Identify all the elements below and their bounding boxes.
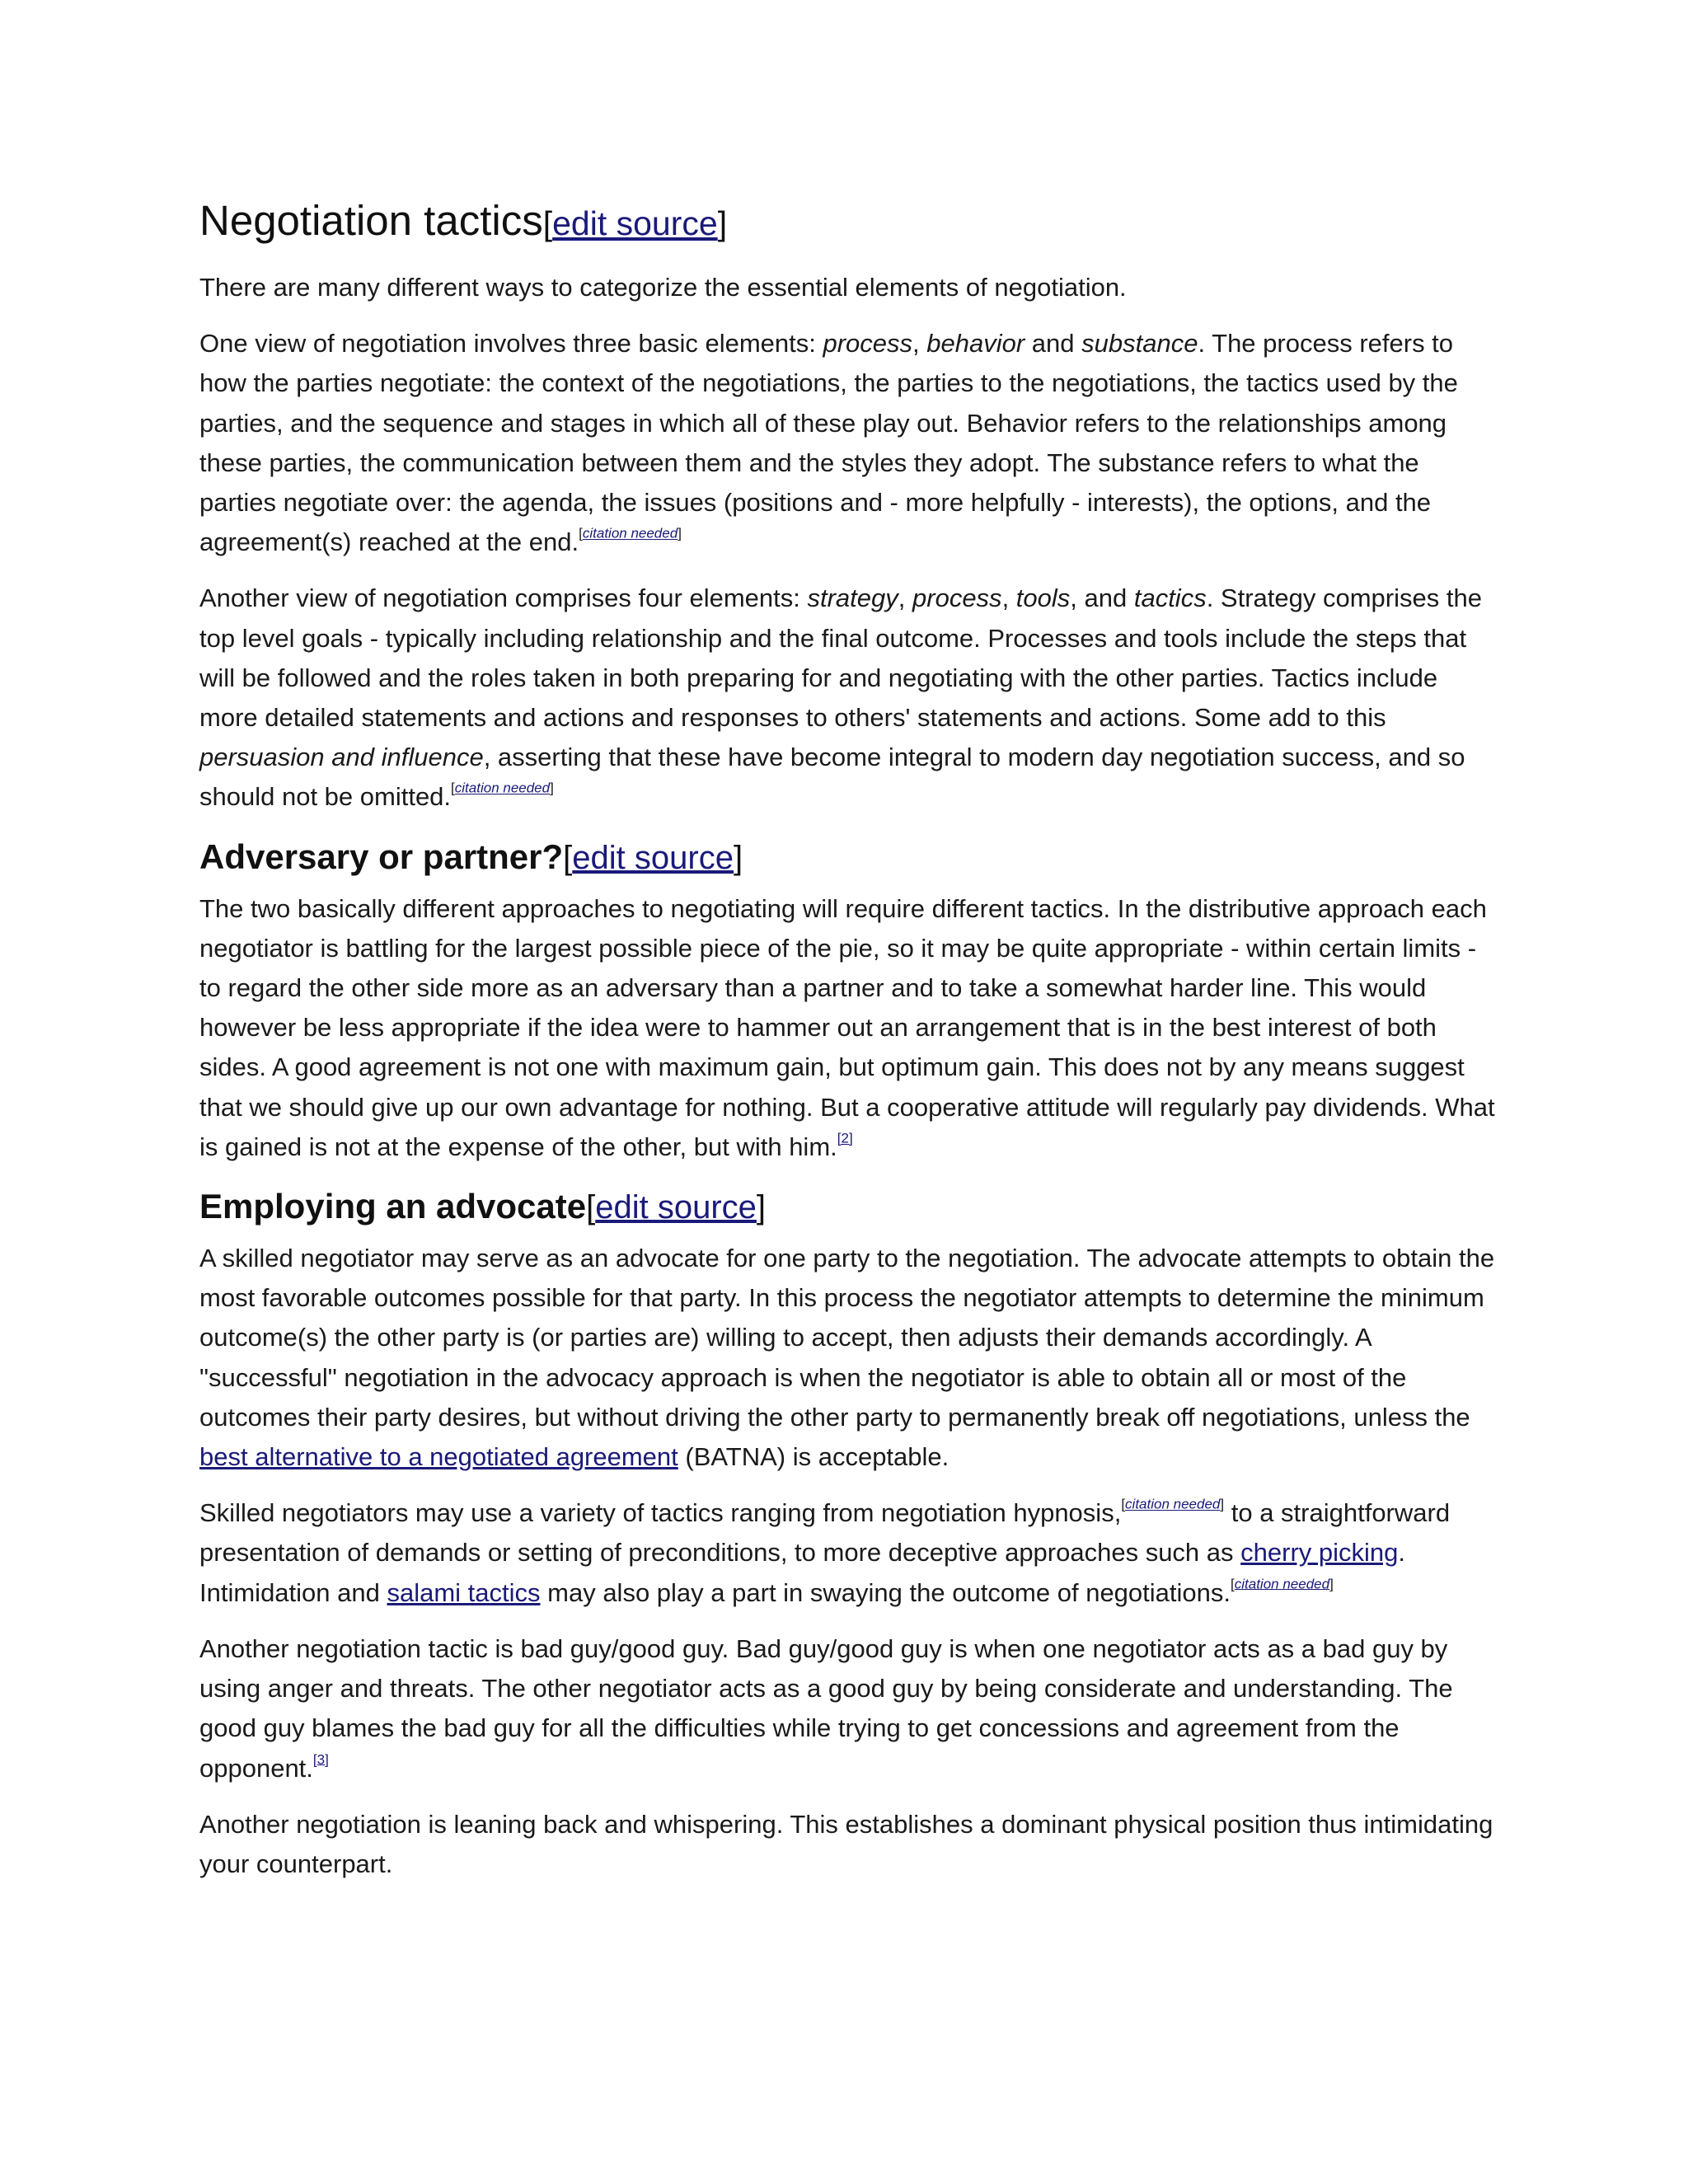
edit-source-link[interactable]: edit source bbox=[552, 204, 718, 242]
text-run: , asserting that these have become integral to modern day negotiation success, and so should not be omitted. bbox=[199, 743, 1465, 812]
heading-negotiation-tactics bbox=[199, 194, 1502, 250]
edit-source-bracket: [edit source] bbox=[563, 839, 743, 876]
citation-needed-link[interactable]: citation needed bbox=[1234, 1576, 1330, 1592]
heading-adversary-or-partner bbox=[199, 834, 1502, 881]
paragraph-leaning-back: Another negotiation is leaning back and whispering. This establishes a dominant physical position thus intimidating your counterpart. bbox=[199, 1809, 1493, 1878]
paragraph-approaches bbox=[199, 889, 1502, 1167]
emphasis: process bbox=[912, 583, 1002, 613]
emphasis: behavior bbox=[926, 329, 1025, 359]
paragraph-skilled-negotiators bbox=[199, 1493, 1502, 1613]
text-run: Another negotiation tactic is bad guy/good guy. Bad guy/good guy is when one negotiator acts as a bad guy by using anger and threats. The other negotiator acts as a good guy by being considerate and understanding. The good guy blames the bad guy for all the difficulties while trying to get concessions and agreement from the opponent. bbox=[199, 1633, 1453, 1783]
reference-2 bbox=[837, 1131, 853, 1146]
text-run: Another view of negotiation comprises four elements: bbox=[199, 583, 808, 613]
citation-needed-ref: [citation needed] bbox=[1121, 1496, 1225, 1512]
article-content bbox=[199, 194, 1502, 1900]
cherry-picking-link[interactable]: cherry picking bbox=[1240, 1538, 1399, 1568]
edit-source-link[interactable]: edit source bbox=[595, 1189, 757, 1226]
paragraph-three-elements bbox=[199, 324, 1502, 562]
paragraph-intro: There are many different ways to categorize the essential elements of negotiation. bbox=[199, 273, 1127, 302]
citation-needed-ref: [citation needed] bbox=[579, 525, 682, 541]
paragraph-bad-guy-good-guy bbox=[199, 1629, 1502, 1788]
text-run: . The process refers to how the parties negotiate: the context of the negotiations, the parties to the negotiations, the tactics used by the parties, and the sequence and stages in which all of these play out. Behavior refers to the relationships among these parties, the communication between them and the styles they adopt. The substance refers to what the parties negotiate over: the agenda, the issues (positions and - more helpfully - interests), the options, and the agreement(s) reached at the end. bbox=[199, 329, 1458, 557]
citation-needed-ref: [citation needed] bbox=[451, 780, 554, 797]
text-run: , bbox=[912, 329, 927, 359]
text-run: , and bbox=[1070, 583, 1134, 613]
edit-source-bracket: [edit source] bbox=[542, 204, 728, 242]
text-run: . Strategy comprises the top level goals - typically including relationship and the final outcome. Processes and tools include the steps that will be followed and the roles taken in both preparing for and negotiating with the other parties. Tactics include more detailed statements and actions and responses to others' statements and actions. Some add to this bbox=[199, 583, 1482, 733]
citation-needed-link[interactable]: citation needed bbox=[454, 780, 551, 797]
emphasis: tools bbox=[1015, 583, 1071, 613]
paragraph-advocate bbox=[199, 1239, 1502, 1477]
heading-text: Negotiation tactics bbox=[199, 197, 543, 244]
emphasis: substance bbox=[1081, 329, 1198, 359]
reference-3 bbox=[313, 1751, 329, 1767]
text-run: , bbox=[898, 583, 913, 613]
citation-needed-link[interactable]: citation needed bbox=[1125, 1496, 1221, 1512]
citation-needed-link[interactable]: citation needed bbox=[582, 525, 678, 541]
text-run: Skilled negotiators may use a variety of tactics ranging from negotiation hypnosis, bbox=[199, 1498, 1122, 1528]
text-run: , bbox=[1001, 583, 1016, 613]
citation-needed-ref: [citation needed] bbox=[1231, 1576, 1334, 1592]
emphasis: process bbox=[823, 329, 913, 359]
emphasis: tactics bbox=[1133, 583, 1207, 613]
emphasis: persuasion and influence bbox=[199, 743, 484, 772]
text-run: . Intimidation and bbox=[199, 1538, 1406, 1607]
heading-text: Employing an advocate bbox=[199, 1187, 587, 1226]
salami-tactics-link[interactable]: salami tactics bbox=[387, 1577, 541, 1607]
heading-employing-an-advocate bbox=[199, 1183, 1502, 1230]
text-run: and bbox=[1025, 329, 1082, 359]
text-run: The two basically different approaches to negotiating will require different tactics. In the distributive approach each negotiator is battling for the largest possible piece of the pie, so it may be quite appropriate - within certain limits - to regard the other side more as an adversary than a partner and to take a somewhat harder line. This would however be less appropriate if the idea were to hammer out an arrangement that is in the best interest of both sides. A good agreement is not one with maximum gain, but optimum gain. This does not by any means suggest that we should give up our own advantage for nothing. But a cooperative attitude will regularly pay dividends. What is gained is not at the expense of the other, but with him. bbox=[199, 893, 1495, 1161]
text-run: A skilled negotiator may serve as an advocate for one party to the negotiation. The advocate attempts to obtain the most favorable outcomes possible for that party. In this process the negotiator attempts to determine the minimum outcome(s) the other party is (or parties are) willing to accept, then adjusts their demands accordingly. A "successful" negotiation in the advocacy approach is when the negotiator is able to obtain all or most of the outcomes their party desires, but without driving the other party to permanently break off negotiations, unless the bbox=[199, 1244, 1495, 1432]
text-run: to a straightforward presentation of demands or setting of preconditions, to more deceptive approaches such as bbox=[199, 1498, 1451, 1568]
text-run: (BATNA) is acceptable. bbox=[678, 1442, 950, 1472]
text-run: may also play a part in swaying the outcome of negotiations. bbox=[540, 1577, 1231, 1607]
batna-link[interactable]: best alternative to a negotiated agreement bbox=[199, 1442, 678, 1472]
reference-link[interactable]: [3] bbox=[312, 1751, 329, 1768]
reference-link[interactable]: [2] bbox=[837, 1130, 853, 1146]
paragraph-four-elements bbox=[199, 579, 1502, 817]
emphasis: strategy bbox=[807, 583, 898, 613]
edit-source-link[interactable]: edit source bbox=[572, 839, 734, 876]
heading-text: Adversary or partner? bbox=[199, 837, 564, 876]
edit-source-bracket: [edit source] bbox=[586, 1189, 767, 1226]
text-run: One view of negotiation involves three basic elements: bbox=[199, 329, 823, 359]
